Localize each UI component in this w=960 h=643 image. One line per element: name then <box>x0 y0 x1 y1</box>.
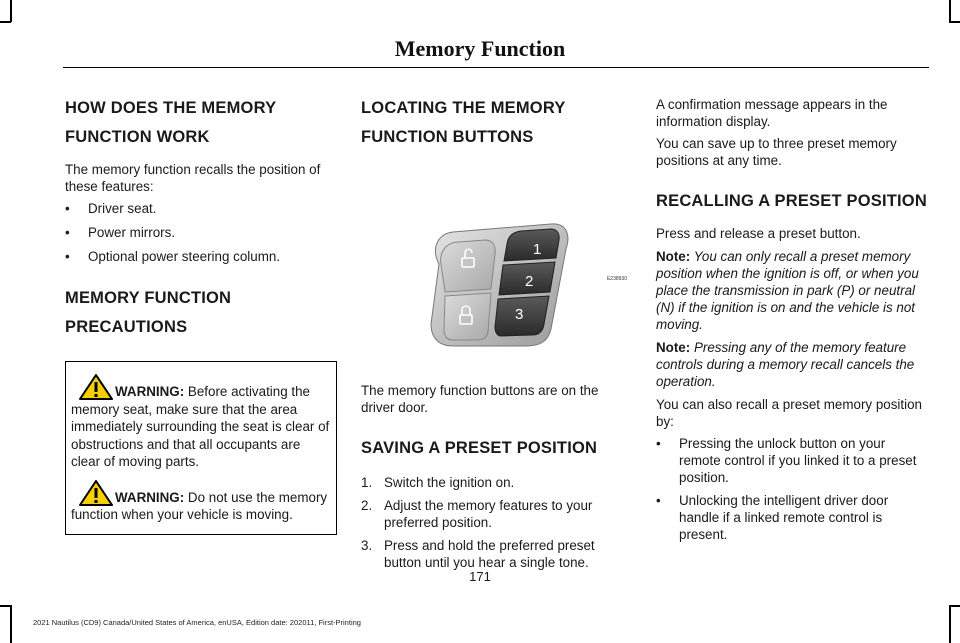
page-number: 171 <box>469 569 491 584</box>
warning-2 <box>71 480 331 524</box>
column-3 <box>656 96 928 543</box>
crop-mark <box>0 605 11 607</box>
recall-list <box>656 435 928 543</box>
note-text: Pressing any of the memory feature controls during a memory recall cancels the operation. <box>656 340 915 389</box>
feature-list <box>65 200 337 265</box>
page-title: Memory Function <box>394 36 566 61</box>
section-heading: LOCATING THE MEMORY <box>361 99 566 117</box>
unlock-button <box>441 240 495 292</box>
warning-triangle-icon <box>79 480 113 506</box>
note <box>656 248 928 333</box>
list-item: • Power mirrors. <box>65 224 337 241</box>
paragraph: You can save up to three preset memory positions at any time. <box>656 136 897 168</box>
crop-mark <box>949 0 951 22</box>
lock-button <box>444 293 491 340</box>
intro-text: The memory function recalls the position of these features: <box>65 162 321 194</box>
step-text: Switch the ignition on. <box>384 475 515 490</box>
paragraph: You can also recall a preset memory position by: <box>656 397 922 429</box>
list-item <box>361 474 633 491</box>
paragraph: A confirmation message appears in the information display. <box>656 97 888 129</box>
warning-label: WARNING: <box>115 384 185 399</box>
section-heading: HOW DOES THE MEMORY <box>65 99 277 117</box>
warning-box <box>65 361 337 535</box>
crop-mark <box>949 605 951 643</box>
warning-label: WARNING: <box>115 489 185 505</box>
section-heading: MEMORY FUNCTION <box>65 289 232 307</box>
step-number: 1. <box>361 475 373 490</box>
step-number: 2. <box>361 498 373 513</box>
header-rule <box>63 67 929 68</box>
note <box>656 339 928 390</box>
step-text: Press and hold the preferred preset button until you hear a single tone. <box>384 538 595 570</box>
section-heading-cont: PRECAUTIONS <box>65 318 188 336</box>
section-heading-cont: FUNCTION WORK <box>65 128 210 146</box>
preset-1-label: 1 <box>533 241 542 258</box>
warning-triangle-icon <box>79 374 113 400</box>
list-item: • Pressing the unlock button on your remote control if you linked it to a preset position. <box>656 435 928 486</box>
note-label: Note: <box>656 340 691 355</box>
crop-mark <box>949 21 960 23</box>
list-item <box>361 497 633 531</box>
memory-buttons-illustration <box>361 154 633 354</box>
crop-mark <box>10 0 12 22</box>
figure-caption: The memory function buttons are on the driver door. <box>361 383 599 415</box>
list-item: • Optional power steering column. <box>65 248 337 265</box>
note-label: Note: <box>656 249 691 264</box>
column-1 <box>65 96 337 535</box>
warning-1 <box>71 374 331 471</box>
preset-2-label: 2 <box>525 273 534 290</box>
list-item: • Driver seat. <box>65 200 337 217</box>
step-text: Adjust the memory features to your preferred position. <box>384 498 593 530</box>
crop-mark <box>10 605 12 643</box>
section-heading: RECALLING A PRESET POSITION <box>656 192 927 210</box>
list-item <box>361 537 633 571</box>
section-heading: SAVING A PRESET POSITION <box>361 439 598 457</box>
note-text: You can only recall a preset memory position when the ignition is off, or when you place the transmission in park (P) or neutral (N) if the ignition is on and the vehicle is not moving. <box>656 249 919 332</box>
warning-text: Do not use the memory function when your vehicle is moving. <box>71 489 328 522</box>
preset-3-label: 3 <box>515 306 524 323</box>
step-number: 3. <box>361 538 373 553</box>
crop-mark <box>949 605 960 607</box>
step-list <box>361 474 633 571</box>
preset-button-1 <box>504 229 559 261</box>
footer-text: 2021 Nautilus (CD9) Canada/United States of America, enUSA, Edition date: 202011, First-Printing <box>33 618 361 627</box>
crop-mark <box>0 21 11 23</box>
column-2 <box>361 96 633 571</box>
list-item: • Unlocking the intelligent driver door handle if a linked remote control is present. <box>656 492 928 543</box>
warning-text: Before activating the memory seat, make sure that the area immediately surrounding the seat is clear of obstructions and that all occupants are clear of moving parts. <box>71 384 330 469</box>
paragraph: Press and release a preset button. <box>656 226 861 241</box>
section-heading-cont: FUNCTION BUTTONS <box>361 128 534 146</box>
figure-code: E238930 <box>606 276 627 282</box>
memory-buttons-figure <box>361 154 633 354</box>
